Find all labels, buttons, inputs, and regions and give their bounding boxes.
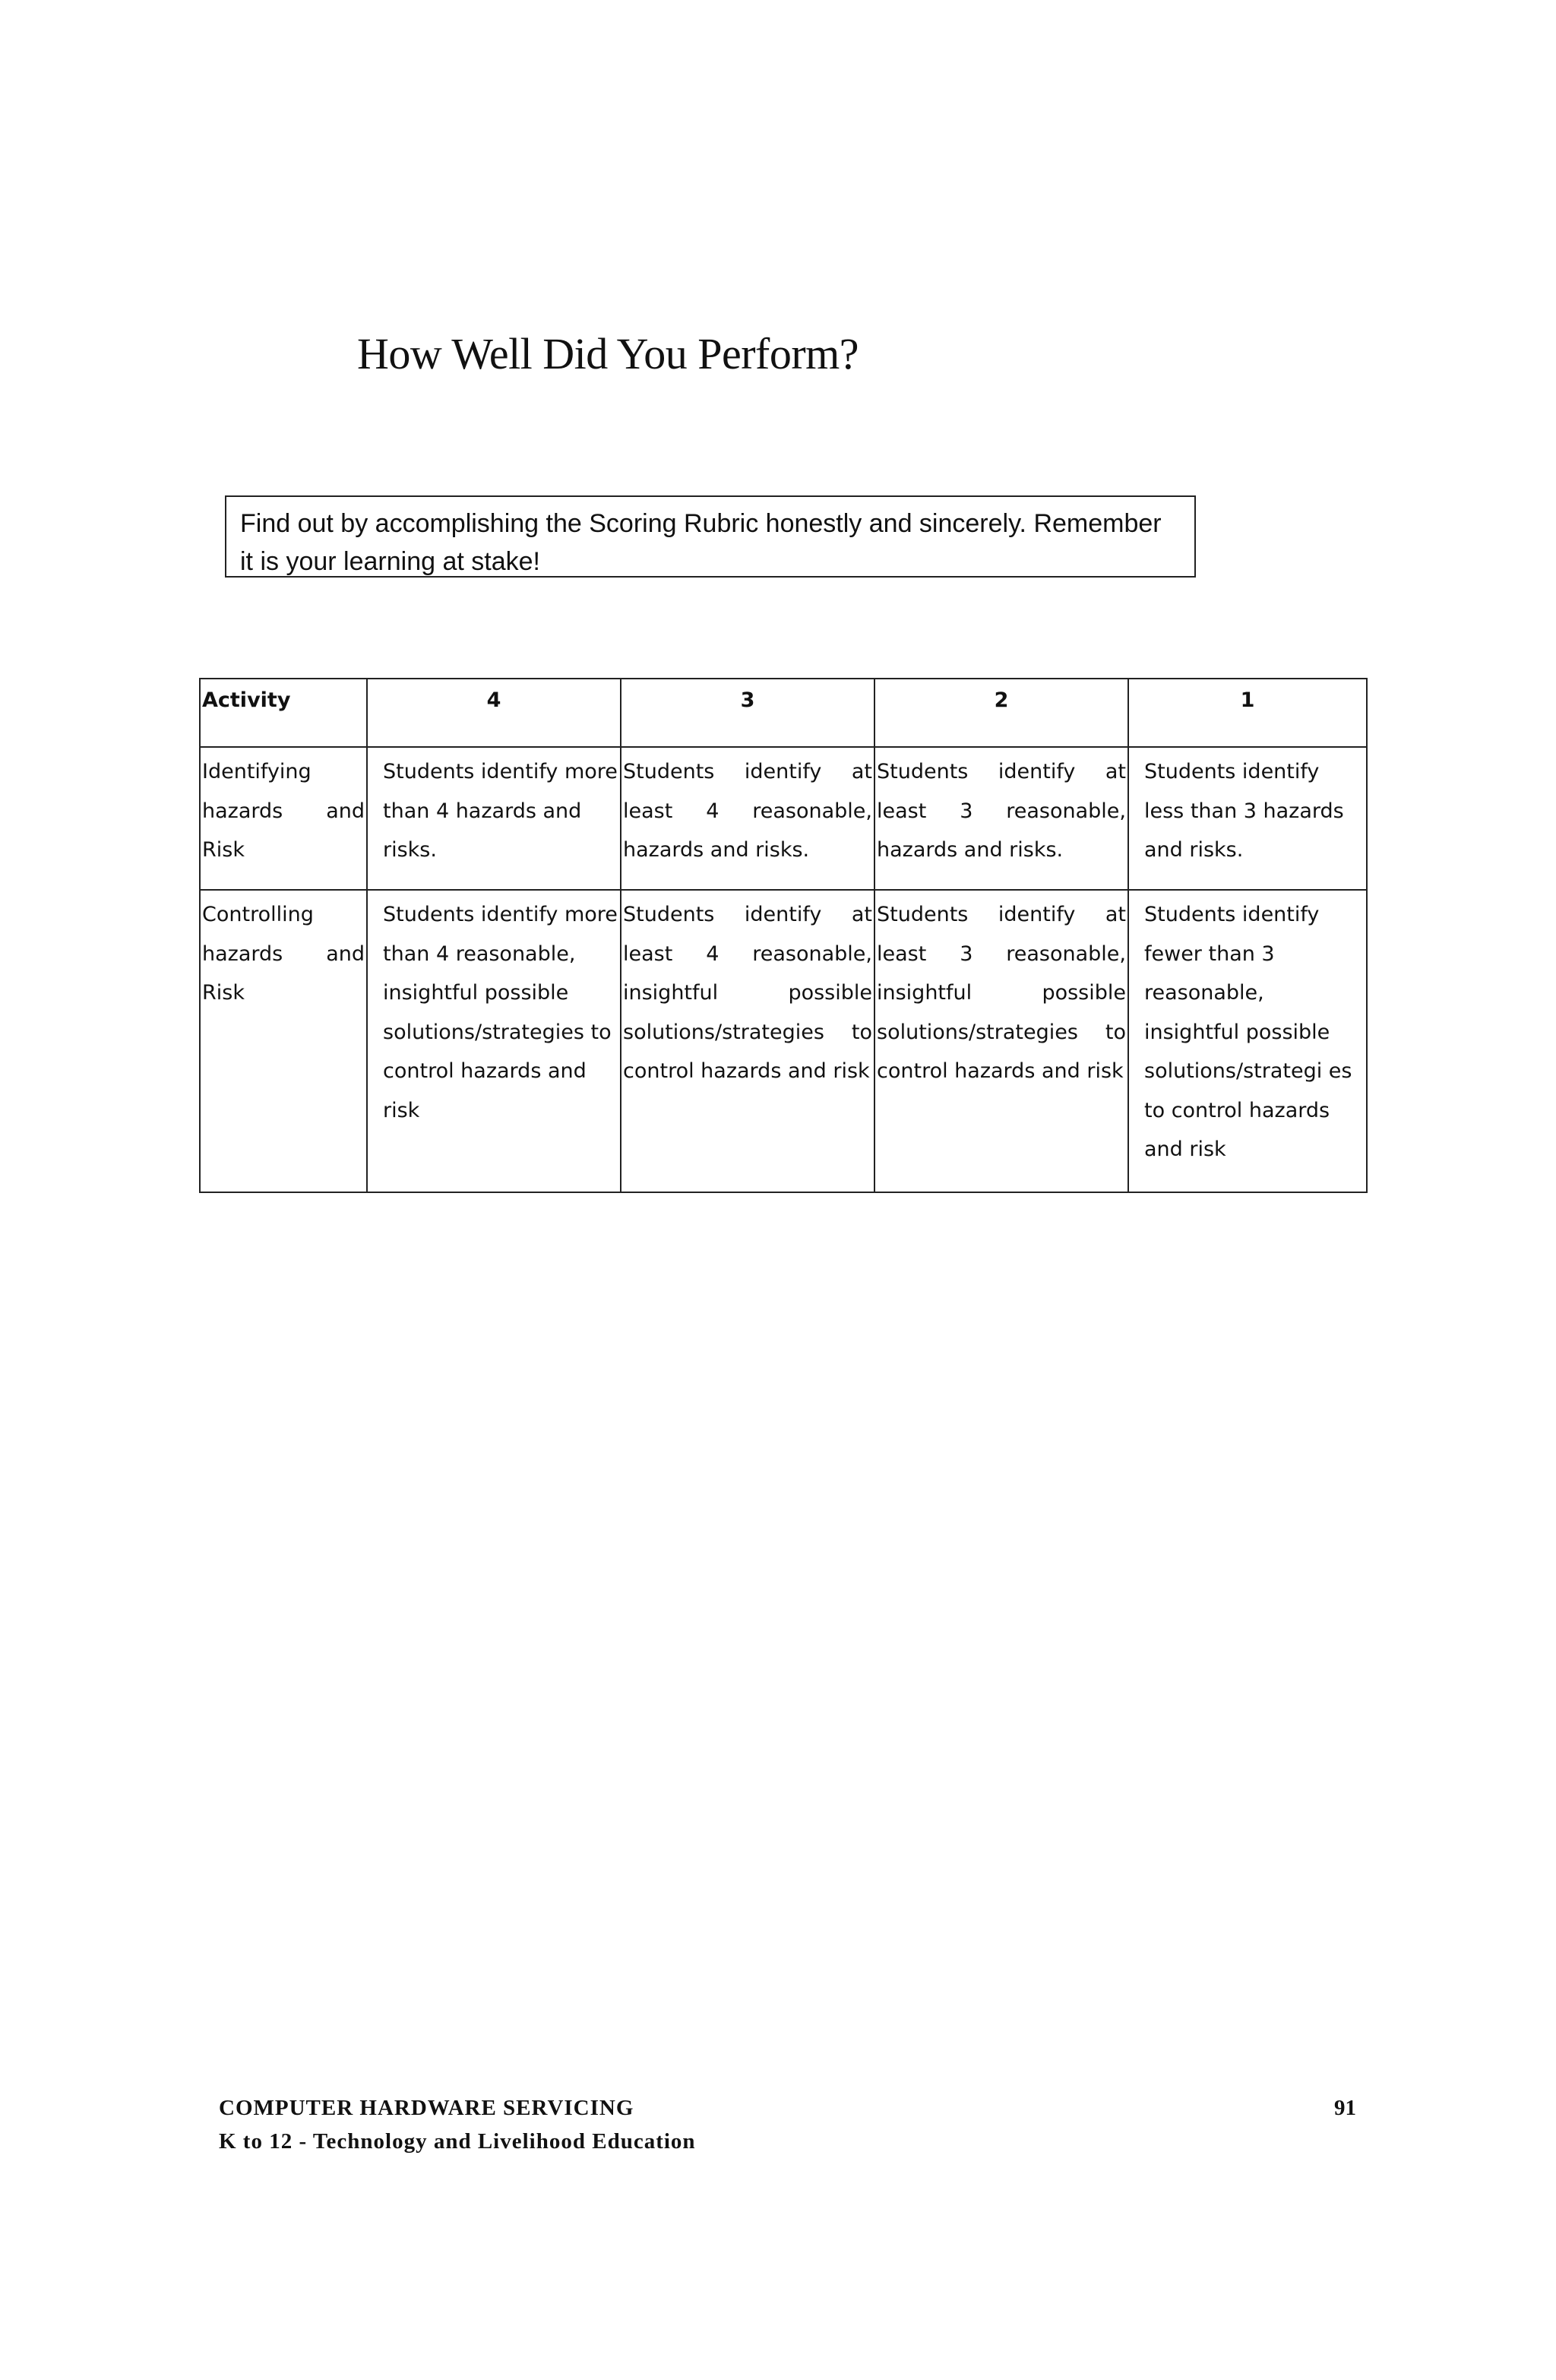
score-2-cell: Students identify at least 3 reasonable, insightful possible solutions/strategies to control hazards and risk: [874, 890, 1128, 1192]
header-score-4: 4: [367, 679, 621, 747]
header-score-2: 2: [874, 679, 1128, 747]
footer-program: K to 12 - Technology and Livelihood Education: [219, 2129, 696, 2154]
instruction-box: Find out by accomplishing the Scoring Rubric honestly and sincerely. Remember it is your learning at stake!: [225, 495, 1196, 578]
score-4-cell: Students identify more than 4 hazards and risks.: [367, 747, 621, 890]
page-number: 91: [1334, 2096, 1356, 2120]
activity-cell: Identifying hazards and Risk: [200, 747, 367, 890]
scoring-rubric-table: [199, 678, 1368, 1193]
page-title: How Well Did You Perform?: [357, 329, 859, 378]
header-score-3: 3: [621, 679, 874, 747]
score-1-cell: Students identify less than 3 hazards and risks.: [1128, 747, 1367, 890]
header-activity: Activity: [200, 679, 367, 747]
table-row: [200, 890, 1367, 1192]
score-3-cell: Students identify at least 4 reasonable, insightful possible solutions/strategies to control hazards and risk: [621, 890, 874, 1192]
table-row: [200, 747, 1367, 890]
score-1-cell: Students identify fewer than 3 reasonable, insightful possible solutions/strategi es to control hazards and risk: [1128, 890, 1367, 1192]
footer-subject: COMPUTER HARDWARE SERVICING: [219, 2096, 634, 2120]
activity-cell: Controlling hazards and Risk: [200, 890, 367, 1192]
score-4-cell: Students identify more than 4 reasonable, insightful possible solutions/strategies to control hazards and risk: [367, 890, 621, 1192]
score-2-cell: Students identify at least 3 reasonable, hazards and risks.: [874, 747, 1128, 890]
score-3-cell: Students identify at least 4 reasonable, hazards and risks.: [621, 747, 874, 890]
footer: [219, 2091, 696, 2158]
table-header-row: [200, 679, 1367, 747]
header-score-1: 1: [1128, 679, 1367, 747]
